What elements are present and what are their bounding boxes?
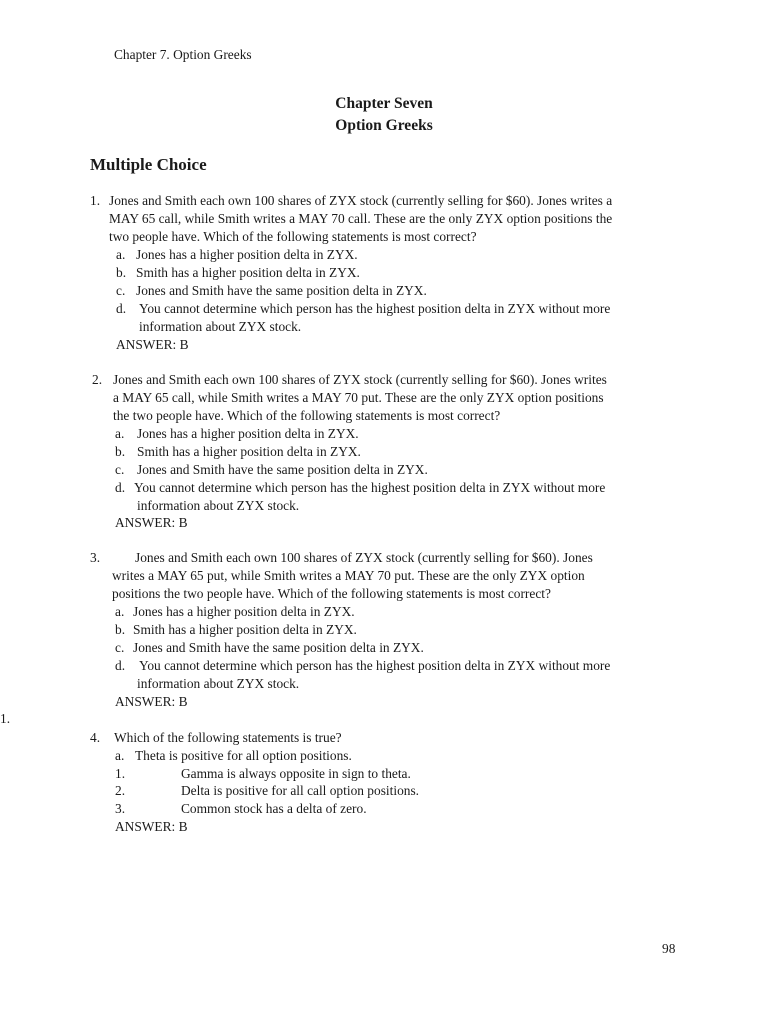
option-text: You cannot determine which person has the highest position delta in ZYX without more <box>134 480 606 495</box>
option-text-continued: information about ZYX stock. <box>137 676 300 691</box>
question-stem-line: Jones and Smith each own 100 shares of ZYX stock (currently selling for $60). Jones writes a <box>109 193 613 208</box>
stray-list-marker: 1. <box>0 711 11 726</box>
question-stem-line: a MAY 65 call, while Smith writes a MAY 70 put. These are the only ZYX option positions <box>113 390 604 405</box>
option-text: Jones and Smith have the same position delta in ZYX. <box>133 640 424 655</box>
question-stem-line: Jones and Smith each own 100 shares of ZYX stock (currently selling for $60). Jones <box>135 550 593 565</box>
option-letter: a. <box>115 748 125 763</box>
option-text: Jones has a higher position delta in ZYX. <box>133 604 355 619</box>
chapter-title: Chapter Seven <box>335 95 433 112</box>
question-stem-line: writes a MAY 65 put, while Smith writes a MAY 70 put. These are the only ZYX option <box>112 568 585 583</box>
question-number: 4. <box>90 730 101 745</box>
option-text: Jones has a higher position delta in ZYX. <box>137 426 359 441</box>
option-text: You cannot determine which person has the highest position delta in ZYX without more <box>139 658 611 673</box>
question-stem-line: Jones and Smith each own 100 shares of ZYX stock (currently selling for $60). Jones writes <box>113 372 607 387</box>
section-heading: Multiple Choice <box>90 155 207 174</box>
option-text: Jones has a higher position delta in ZYX. <box>136 247 358 262</box>
option-letter: b. <box>115 444 126 459</box>
question-stem-line: positions the two people have. Which of the following statements is most correct? <box>112 586 551 601</box>
answer-line: ANSWER: B <box>115 515 188 530</box>
option-text: Theta is positive for all option positions. <box>135 748 352 763</box>
question-stem-line: Which of the following statements is true? <box>114 730 342 745</box>
option-letter: c. <box>116 283 126 298</box>
option-letter: 1. <box>115 766 126 781</box>
option-text: Smith has a higher position delta in ZYX. <box>137 444 361 459</box>
option-letter: 2. <box>115 783 126 798</box>
option-text: Gamma is always opposite in sign to theta. <box>181 766 411 781</box>
question-stem-line: the two people have. Which of the following statements is most correct? <box>113 408 501 423</box>
option-letter: b. <box>115 622 126 637</box>
option-letter: c. <box>115 462 125 477</box>
answer-line: ANSWER: B <box>116 337 189 352</box>
option-text: Smith has a higher position delta in ZYX. <box>136 265 360 280</box>
question-stem-line: two people have. Which of the following statements is most correct? <box>109 229 477 244</box>
option-letter: a. <box>115 604 125 619</box>
page-number: 98 <box>662 941 676 956</box>
option-text-continued: information about ZYX stock. <box>137 498 300 513</box>
option-letter: a. <box>115 426 125 441</box>
option-letter: a. <box>116 247 126 262</box>
option-letter: d. <box>115 658 126 673</box>
option-letter: d. <box>115 480 126 495</box>
answer-line: ANSWER: B <box>115 694 188 709</box>
question-number: 2. <box>92 372 103 387</box>
option-text-continued: information about ZYX stock. <box>139 319 302 334</box>
option-text: Jones and Smith have the same position delta in ZYX. <box>136 283 427 298</box>
chapter-subtitle: Option Greeks <box>335 117 433 134</box>
question-stem-line: MAY 65 call, while Smith writes a MAY 70 call. These are the only ZYX option positions the <box>109 211 613 226</box>
question-number: 1. <box>90 193 101 208</box>
option-letter: d. <box>116 301 127 316</box>
option-text: Smith has a higher position delta in ZYX. <box>133 622 357 637</box>
option-letter: c. <box>115 640 125 655</box>
option-text: You cannot determine which person has the highest position delta in ZYX without more <box>139 301 611 316</box>
running-header: Chapter 7. Option Greeks <box>114 47 252 62</box>
answer-line: ANSWER: B <box>115 819 188 834</box>
option-text: Jones and Smith have the same position delta in ZYX. <box>137 462 428 477</box>
option-letter: 3. <box>115 801 126 816</box>
question-number: 3. <box>90 550 101 565</box>
option-letter: b. <box>116 265 127 280</box>
option-text: Delta is positive for all call option positions. <box>181 783 420 798</box>
option-text: Common stock has a delta of zero. <box>181 801 367 816</box>
